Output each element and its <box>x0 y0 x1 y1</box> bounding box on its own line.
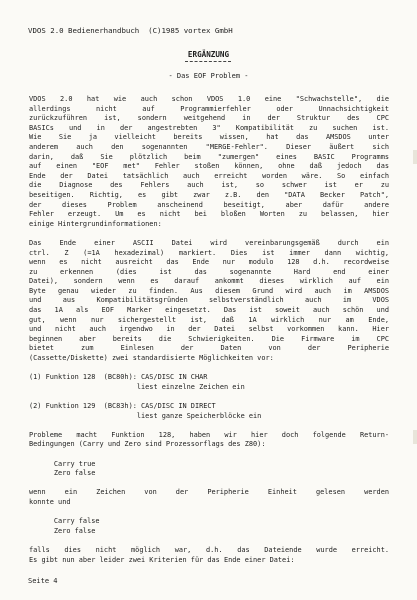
text-line: gut, wenn nur sichergestellt ist, daß 1A wirklich nur am Ende, <box>29 315 389 324</box>
text-line: (Cassette/Diskette) zwei standardisierte Möglichkeiten vor: <box>29 354 274 363</box>
text-line: und nicht auch irgendwo in der Datei selbst vorkommen kann. Hier <box>29 325 389 334</box>
text-line: darin, daß Sie plötzlich beim "zumergen" eines BASIC Programms <box>29 152 389 161</box>
text-line: auf einen "EOF met" Fehler stoßen können, ohne daß jedoch das <box>29 162 389 171</box>
text-line: Probleme macht Funktion 128, haben wir hier doch folgende Return- <box>29 430 389 439</box>
text-line: bietet zum Einlesen der Daten von der Peripherie <box>29 344 389 353</box>
text-line: Das Ende einer ASCII Datei wird vereinbarungsgemäß durch ein <box>29 238 389 247</box>
text-line: Ende der Datei tatsächlich auch erreicht worden wäre. So einfach <box>29 171 389 180</box>
text-line: (1) Funktion 128 (BC80h): CAS/DISC IN CHAR <box>29 373 208 382</box>
text-line: falls dies nicht möglich war, d.h. das Dateiende wurde erreicht. <box>29 545 389 554</box>
text-line: zurückzuführen ist, sondern weitgehend in der Struktur des CPC <box>29 114 389 123</box>
text-line: konnte und <box>29 497 71 506</box>
text-line: Datei), sondern wenn es darauf ankommt dieses wirklich auf ein <box>29 277 389 286</box>
paragraph-3 <box>29 431 389 450</box>
function-129-block <box>29 402 389 421</box>
function-128-block <box>29 373 389 392</box>
text-line: allerdings nicht auf Programmierfehler oder Unnachsichtigkeit <box>29 104 389 113</box>
text-line: Zero false <box>29 526 96 535</box>
paragraph-4 <box>29 488 389 507</box>
flags-block-1 <box>29 460 389 479</box>
text-line: einige Hintergrundinformationen: <box>29 219 162 228</box>
text-line: BASICs und in der angestrebten 3" Kompatibilität zu suchen ist. <box>29 123 389 132</box>
section-title: ERGÄNZUNG <box>187 50 230 59</box>
title-underline <box>185 61 231 62</box>
text-line: wenn es nicht ausreicht das Ende nur modulo 128 d.h. recordweise <box>29 258 389 267</box>
text-line: der dieses Problem anscheinend beseitigt, aber dafür andere <box>29 200 389 209</box>
binder-hole <box>413 150 417 164</box>
paragraph-5 <box>29 546 389 565</box>
text-line: Carry true <box>29 459 96 468</box>
text-line: ctrl. Z (=1A hexadezimal) markiert. Dies ist immer dann wichtig, <box>29 248 389 257</box>
text-line: das 1A als EOF Marker eingesetzt. Das ist soweit auch schön und <box>29 306 389 315</box>
text-line: und aus Kompatibilitätsgründen selbstverständlich auch im VDOS <box>29 296 389 305</box>
text-line: anderem auch den sogenannten "MERGE-Fehler". Dieser äußert sich <box>29 142 389 151</box>
text-line: liest einzelne Zeichen ein <box>29 382 245 391</box>
flags-block-2 <box>29 517 389 536</box>
text-line: Wie Sie ja vielleicht bereits wissen, hat das AMSDOS unter <box>29 133 389 142</box>
text-line: (2) Funktion 129 (BC83h): CAS/DISC IN DIRECT <box>29 402 216 410</box>
text-line: beginnen aber bereits die Schwierigkeiten. Die Firmware im CPC <box>29 334 389 343</box>
text-line: wenn ein Zeichen von der Peripherie Einheit gelesen werden <box>29 488 389 497</box>
text-line: Byte genau wieder zu finden. Aus diesem Grund wird auch im AMSDOS <box>29 286 389 295</box>
text-line: Zero false <box>29 469 96 478</box>
text-line: Bedingungen (Carry und Zero sind Prozessorflags des Z80): <box>29 440 266 449</box>
section-subtitle: - Das EOF Problem - <box>168 72 249 80</box>
paragraph-2 <box>29 239 389 364</box>
text-line: Carry false <box>29 517 100 526</box>
body-text <box>29 95 389 565</box>
paragraph-1 <box>29 95 389 229</box>
text-line: Es gibt nun aber leider zwei Kriterien für das Ende einer Datei: <box>29 555 295 564</box>
binder-hole <box>413 430 417 444</box>
page-number: Seite 4 <box>28 577 58 585</box>
text-line: liest ganze Speicherblöcke ein <box>29 411 262 420</box>
page-header: VDOS 2.0 Bedienerhandbuch (C)1985 vortex GmbH <box>28 26 233 35</box>
text-line: zu erkennen (dies ist das sogenannte Hard end einer <box>29 267 389 276</box>
text-line: VDOS 2.0 hat wie auch schon VDOS 1.0 eine "Schwachstelle", die <box>29 95 389 103</box>
text-line: die Diagnose des Fehlers auch ist, so schwer ist er zu <box>29 181 389 190</box>
text-line: beseitigen. Richtig, es gibt zwar z.B. den "DATA Becker Patch", <box>29 190 389 199</box>
text-line: Fehler erzeugt. Um es nicht bei bloßen Worten zu belassen, hier <box>29 210 389 219</box>
